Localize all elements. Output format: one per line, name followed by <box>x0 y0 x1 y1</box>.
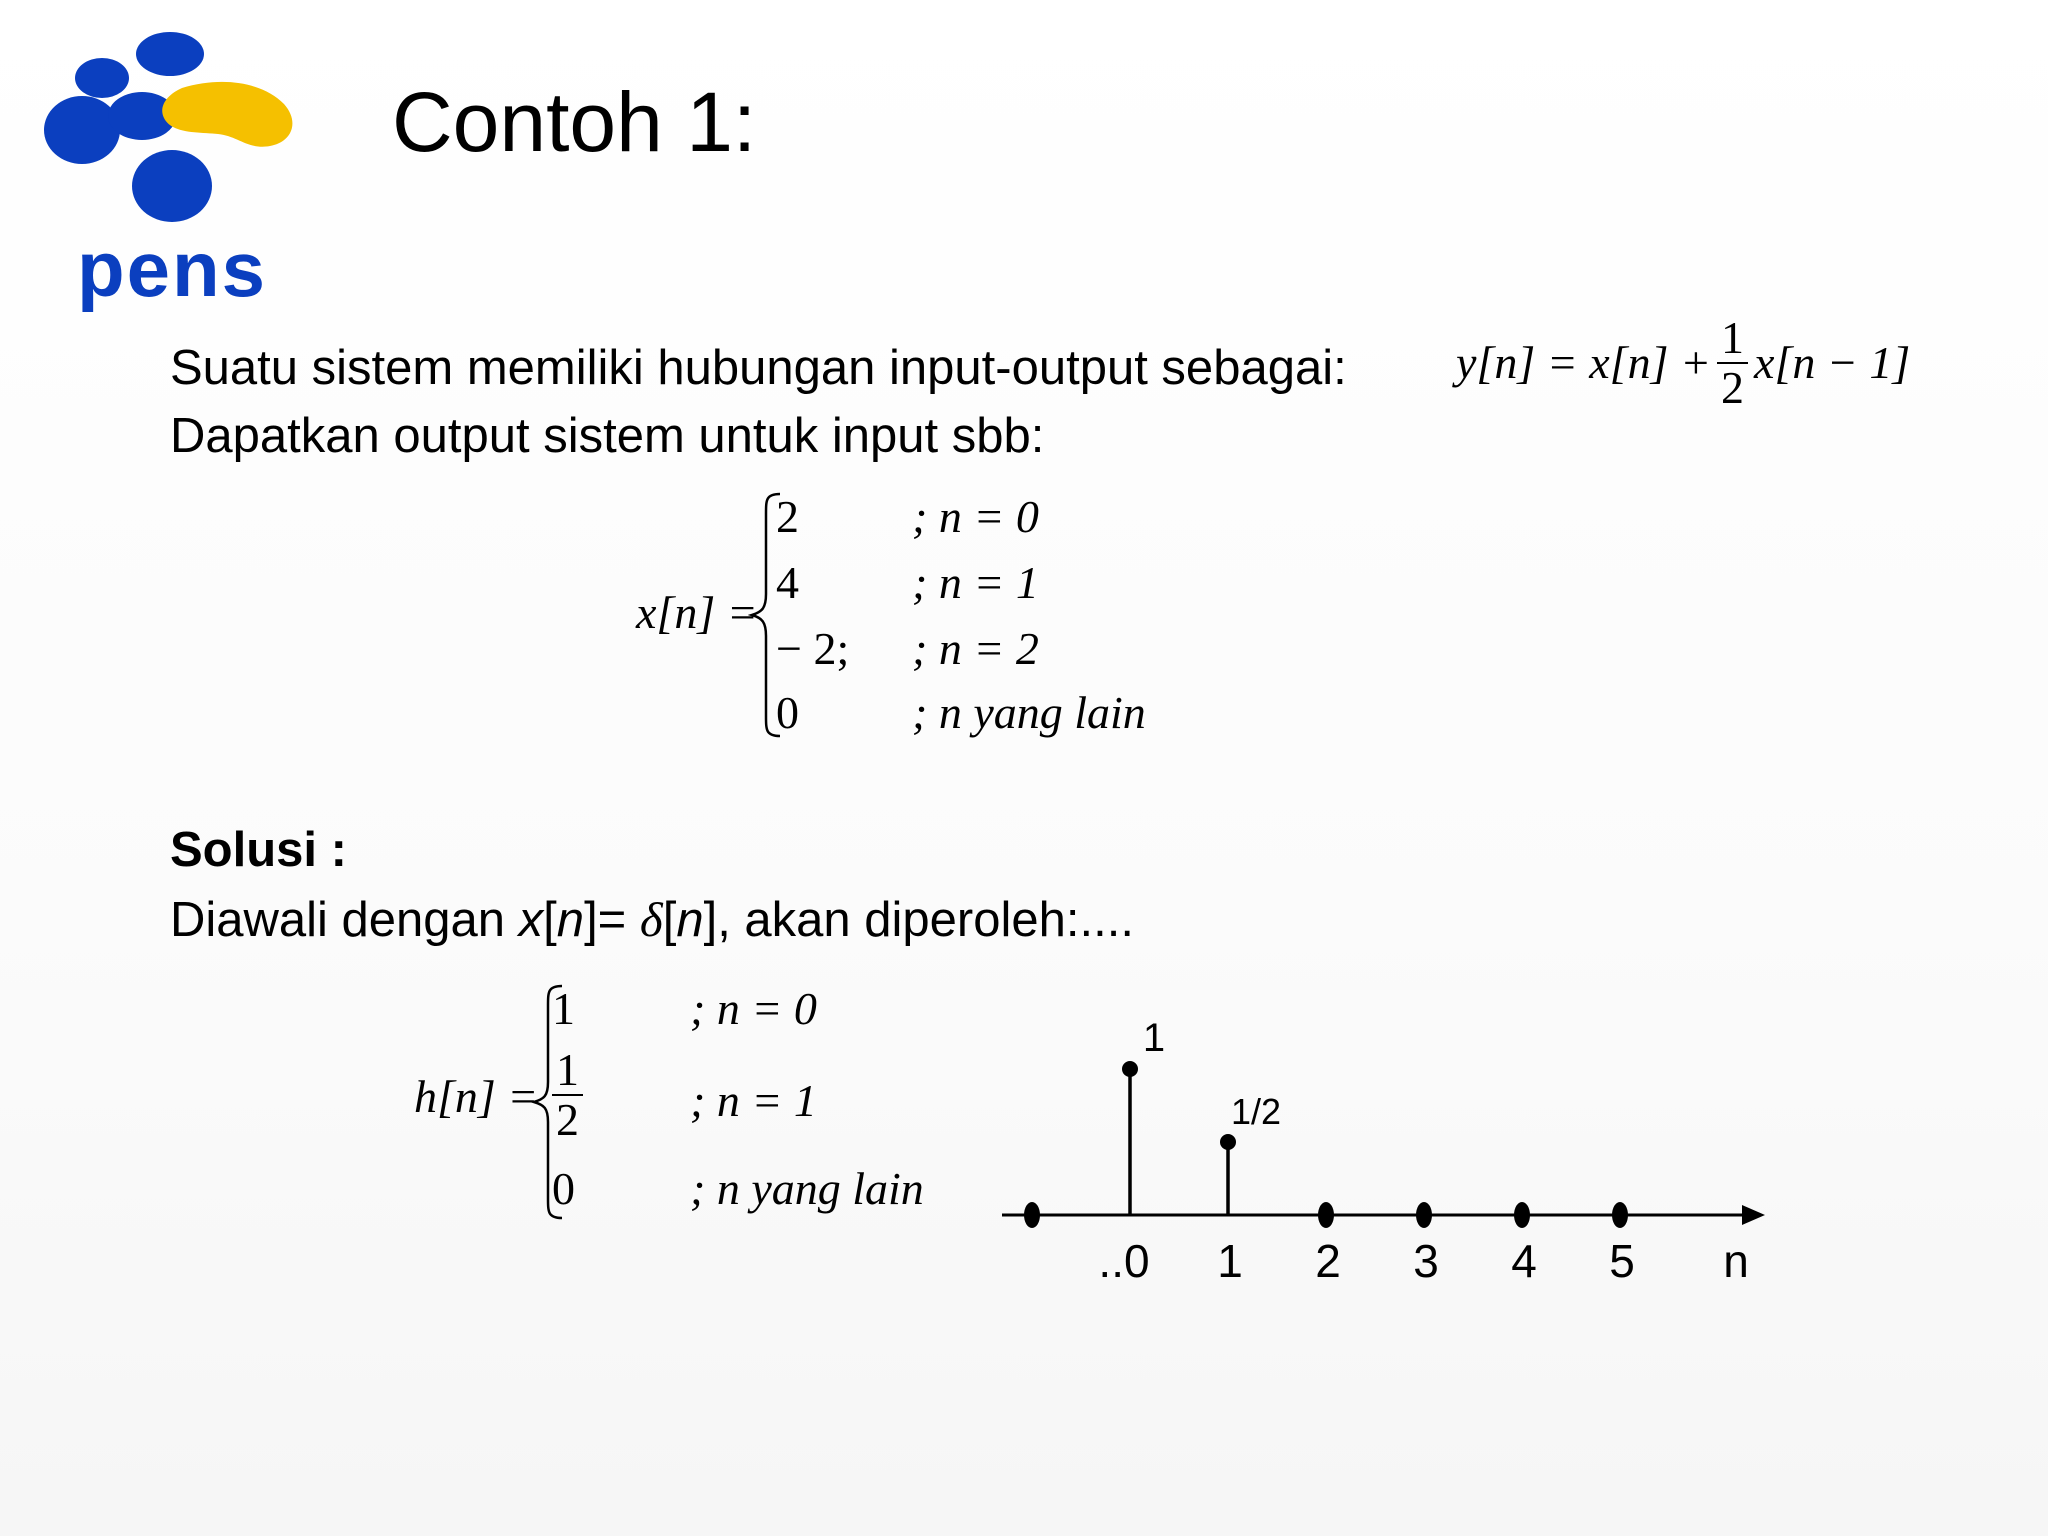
tick-label-1: 1 <box>1217 1235 1243 1287</box>
stem-marker-1 <box>1220 1134 1236 1150</box>
system-eq-frac-num: 1 <box>1717 314 1748 364</box>
input-def-lhs: x[n] = <box>636 587 758 638</box>
system-eq-lhs: y[n] = x[n] + <box>1456 337 1712 389</box>
pens-logo <box>22 18 322 318</box>
impulse-case-2-den: 2 <box>556 1094 579 1146</box>
tick-label-5: 5 <box>1609 1235 1635 1287</box>
solution-line: Diawali dengan x[n]= δ[n], akan diperoleh:.... <box>170 892 1134 947</box>
input-case-1-value: 2 <box>776 491 799 542</box>
impulse-case-2-fraction <box>552 1046 583 1145</box>
impulse-case-1-cond: ; n = 0 <box>690 983 817 1034</box>
system-equation <box>1456 314 1910 413</box>
tick-label-3: 3 <box>1413 1235 1439 1287</box>
system-eq-frac-den: 2 <box>1721 362 1745 414</box>
input-case-4-cond: ; n yang lain <box>912 687 1146 738</box>
x-axis-arrow <box>1742 1205 1765 1225</box>
intro-line-1: Suatu sistem memiliki hubungan input-output sebagai: <box>170 341 1347 395</box>
impulse-case-2-cond: ; n = 1 <box>690 1075 817 1126</box>
input-case-3-cond: ; n = 2 <box>912 623 1039 674</box>
intro-line-2: Dapatkan output sistem untuk input sbb: <box>170 409 1045 463</box>
impulse-stem-plot <box>990 1000 1790 1320</box>
system-eq-rhs: x[n − 1] <box>1754 337 1911 389</box>
input-case-3-value: − 2; <box>776 623 850 674</box>
impulse-case-2-num: 1 <box>552 1046 583 1096</box>
impulse-case-3-cond: ; n yang lain <box>690 1163 924 1214</box>
axis-marker-5 <box>1612 1202 1628 1228</box>
axis-marker-4 <box>1514 1202 1530 1228</box>
solution-heading: Solusi : <box>170 823 347 877</box>
x-axis-label: n <box>1723 1235 1749 1287</box>
impulse-def-lhs: h[n] = <box>414 1071 539 1122</box>
impulse-case-1-value: 1 <box>552 983 575 1034</box>
delta-symbol: δ <box>639 892 663 947</box>
input-case-2-cond: ; n = 1 <box>912 557 1039 608</box>
tick-label-4: 4 <box>1511 1235 1537 1287</box>
axis-marker-2 <box>1318 1202 1334 1228</box>
logo-text: pens <box>76 225 268 313</box>
data-label-0: 1 <box>1142 1016 1166 1060</box>
data-label-1: 1/2 <box>1230 1091 1282 1132</box>
axis-marker-3 <box>1416 1202 1432 1228</box>
impulse-case-3-value: 0 <box>552 1163 575 1214</box>
tick-label-0: ..0 <box>1098 1235 1150 1287</box>
tick-label-2: 2 <box>1315 1235 1341 1287</box>
slide-title: Contoh 1: <box>392 75 757 169</box>
input-case-1-cond: ; n = 0 <box>912 491 1039 542</box>
input-case-2-value: 4 <box>776 557 799 608</box>
input-case-4-value: 0 <box>776 687 799 738</box>
axis-marker--1 <box>1024 1202 1040 1228</box>
stem-marker-0 <box>1122 1061 1138 1077</box>
